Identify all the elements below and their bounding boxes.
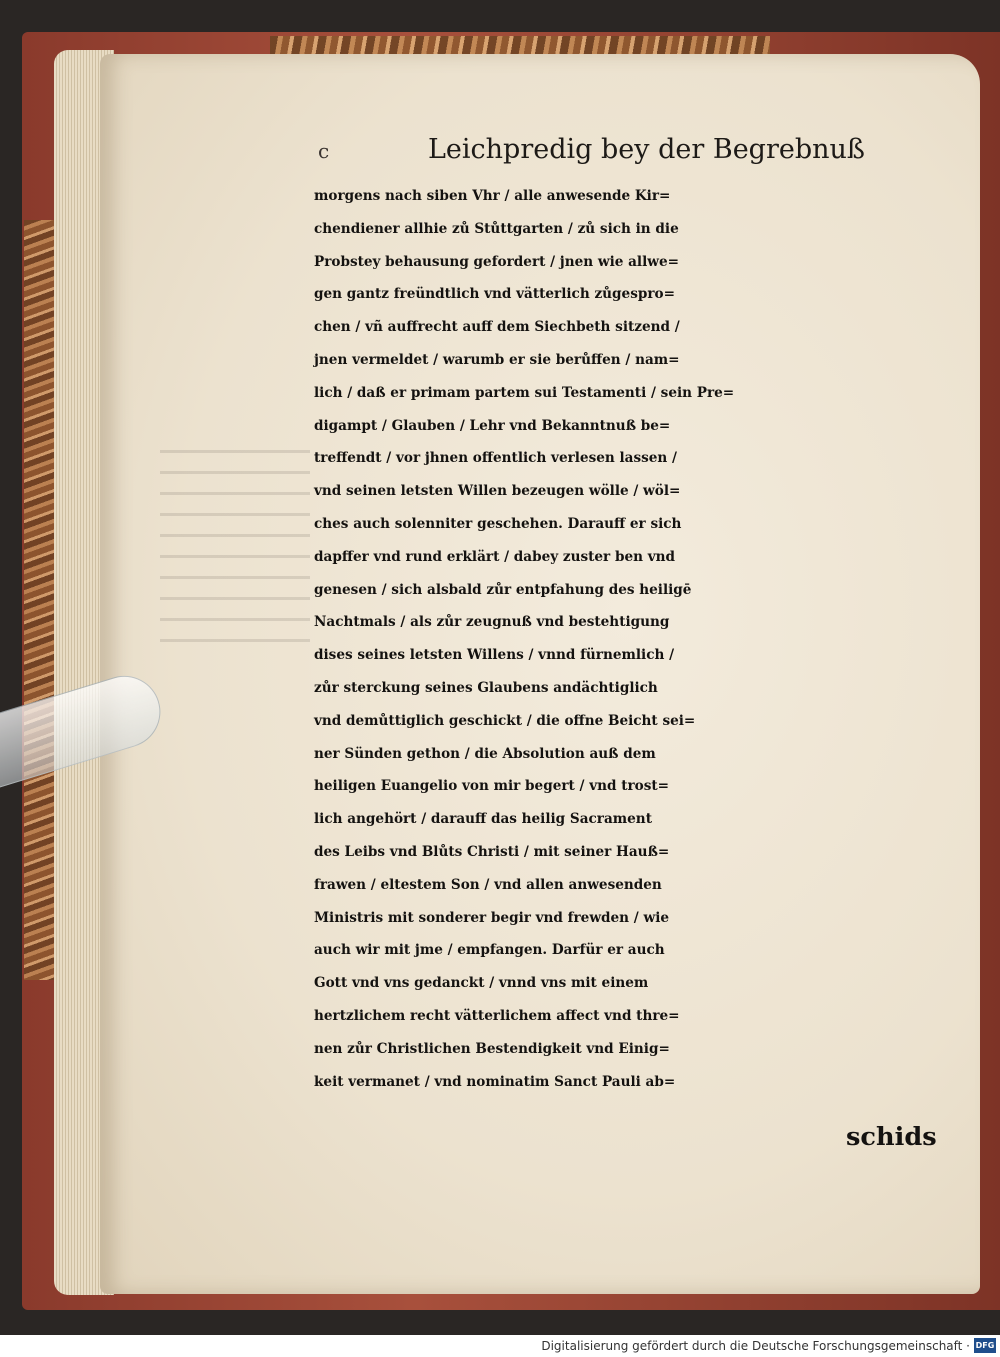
text-line: gen gantz freündtlich vnd vätterlich zůgespro= — [314, 286, 675, 303]
text-line: chendiener allhie zů Stůttgarten / zů sich in die — [314, 220, 679, 237]
text-line: chen / vñ auffrecht auff dem Siechbeth sitzend / — [314, 319, 680, 336]
text-line: nen zůr Christlichen Bestendigkeit vnd Einig= — [314, 1040, 670, 1057]
text-line: des Leibs vnd Blůts Christi / mit seiner Hauß= — [314, 843, 670, 860]
text-line: dapffer vnd rund erklärt / dabey zuster ben vnd — [314, 548, 676, 565]
text-line: Nachtmals / als zůr zeugnuß vnd bestehtigung — [314, 614, 670, 631]
text-line: lich angehört / darauff das heilig Sacrament — [314, 811, 652, 828]
text-line: hertzlichem recht vätterlichem affect vnd thre= — [314, 1007, 680, 1024]
running-head — [318, 134, 948, 165]
text-line: Probstey behausung gefordert / jnen wie allwe= — [314, 253, 680, 270]
text-line: Ministris mit sonderer begir vnd frewden / wie — [314, 909, 670, 926]
text-line: treffendt / vor jhnen offentlich verlesen lassen / — [314, 450, 678, 467]
body-text — [314, 180, 954, 1098]
text-line: digampt / Glauben / Lehr vnd Bekanntnuß be= — [314, 417, 671, 434]
text-line: dises seines letsten Willens / vnnd fürnemlich / — [314, 647, 675, 664]
running-head-title: Leichpredig bey der Begrebnuß — [428, 134, 865, 165]
text-line: Gott vnd vns gedanckt / vnnd vns mit einem — [314, 975, 649, 992]
text-line: jnen vermeldet / warumb er sie berůffen / nam= — [314, 351, 680, 368]
dfg-logo: DFG — [974, 1338, 996, 1353]
text-line: morgens nach siben Vhr / alle anwesende Kir= — [314, 188, 671, 204]
text-line: ner Sünden gethon / die Absolution auß dem — [314, 745, 656, 762]
text-line: frawen / eltestem Son / vnd allen anwesenden — [314, 876, 662, 893]
marbled-top-edge — [270, 36, 770, 56]
text-line: vnd seinen letsten Willen bezeugen wölle / wöl= — [314, 483, 681, 500]
text-line: heiligen Euangelio von mir begert / vnd trost= — [314, 778, 670, 795]
signature-marker: c — [318, 139, 330, 163]
text-line: lich / daß er primam partem sui Testamenti / sein Pre= — [314, 384, 735, 401]
text-line: vnd demůttiglich geschickt / die offne Beicht sei= — [314, 712, 696, 729]
catchword: schids — [846, 1122, 937, 1152]
show-through-text — [160, 440, 310, 660]
text-line: genesen / sich alsbald zůr entpfahung des heiligē — [314, 581, 692, 598]
text-line: auch wir mit jme / empfangen. Darfür er auch — [314, 942, 665, 959]
text-line: keit vermanet / vnd nominatim Sanct Pauli ab= — [314, 1073, 676, 1090]
text-line: zůr sterckung seines Glaubens andächtiglich — [314, 679, 658, 696]
funding-credit: Digitalisierung gefördert durch die Deutsche Forschungsgemeinschaft · — [541, 1339, 970, 1353]
marbled-edge — [24, 220, 56, 980]
text-line: ches auch solenniter geschehen. Darauff er sich — [314, 515, 682, 532]
